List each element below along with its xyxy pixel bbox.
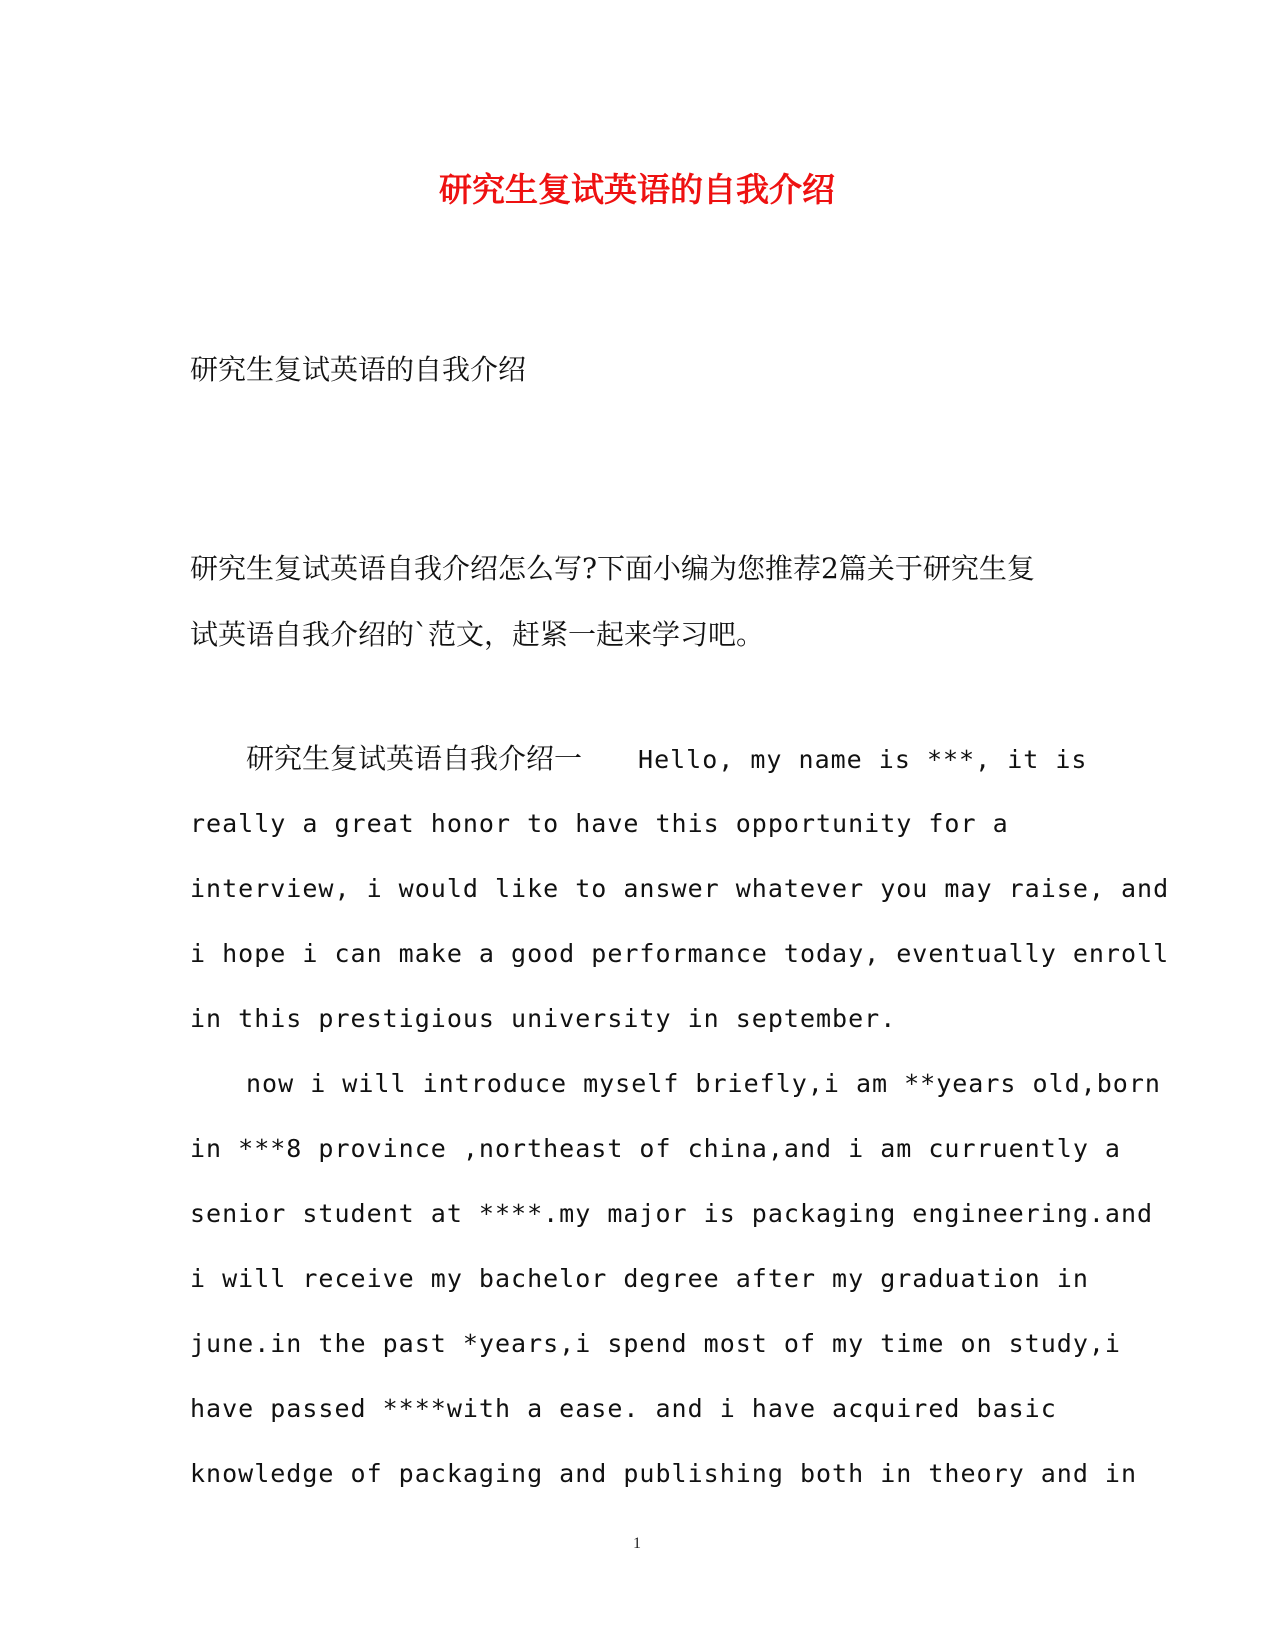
paragraph-line: knowledge of packaging and publishing both in theory and in (190, 1459, 1138, 1488)
document-title: 研究生复试英语的自我介绍 (439, 170, 835, 209)
paragraph-line: really a great honor to have this opportunity for a (190, 809, 1009, 838)
intro-line: 研究生复试英语自我介绍怎么写?下面小编为您推荐2篇关于研究生复 (190, 552, 1035, 585)
paragraph-line: now i will introduce myself briefly,i am **years old,born (246, 1069, 1161, 1098)
document-subtitle: 研究生复试英语的自我介绍 (190, 353, 527, 386)
paragraph-line: senior student at ****.my major is packaging engineering.and (190, 1199, 1154, 1228)
paragraph-line: have passed ****with a ease. and i have acquired basic (190, 1394, 1057, 1423)
paragraph-line: in ***8 province ,northeast of china,and i am curruently a (190, 1134, 1121, 1163)
intro-line: 试英语自我介绍的`范文，赶紧一起来学习吧。 (190, 618, 765, 651)
paragraph-line: june.in the past *years,i spend most of my time on study,i (190, 1329, 1121, 1358)
paragraph-line: in this prestigious university in september. (190, 1004, 897, 1033)
paragraph-line: i hope i can make a good performance today, eventually enroll (190, 939, 1170, 968)
paragraph-line (190, 726, 1090, 791)
paragraph-line-text: Hello, my name is ***, it is (638, 745, 1088, 774)
intro-paragraph (190, 536, 1090, 668)
page-number: 1 (633, 1535, 641, 1552)
paragraph-line: interview, i would like to answer whatever you may raise, and (190, 874, 1170, 903)
self-introduction-text (190, 726, 1170, 1506)
paragraph-line: i will receive my bachelor degree after my graduation in (190, 1264, 1089, 1293)
section-heading: 研究生复试英语自我介绍一 (246, 742, 583, 775)
